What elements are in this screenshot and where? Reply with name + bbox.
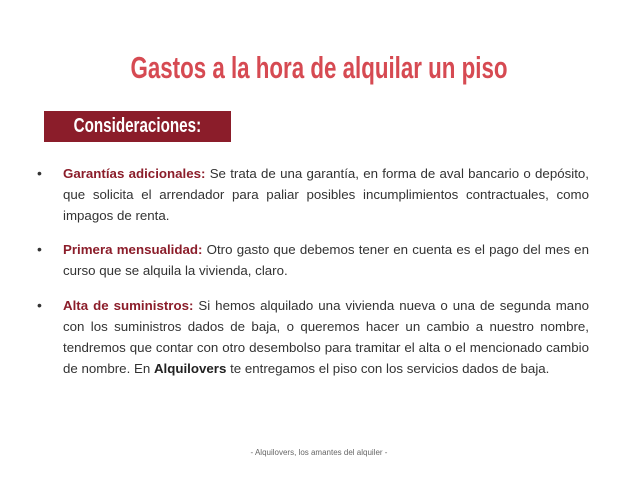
- brand-name: Alquilovers: [153, 361, 227, 376]
- bullet-marker: •: [37, 241, 42, 257]
- list-item-body: [63, 163, 589, 226]
- page-title: Gastos a la hora de alquilar un piso: [130, 50, 508, 85]
- bullet-text: Si hemos alquilado una vivienda nueva o una de segunda mano con los suministros dados de baja, o queremos hacer un cambio a nuestro nombre, tendremos que contar con otro desembolso para tramitar el alta o el mencionado cambio de nombre. En: [63, 298, 589, 376]
- section-banner: [44, 111, 231, 142]
- section-banner-label: Consideraciones:: [73, 115, 202, 137]
- bullet-marker: •: [37, 297, 42, 313]
- bullet-text-continued: te entregamos el piso con los servicios dados de baja.: [230, 361, 550, 376]
- list-item-body: [63, 295, 589, 379]
- list-item-body: [63, 239, 589, 281]
- footer-text: - Alquilovers, los amantes del alquiler -: [250, 448, 388, 457]
- bullet-term: Primera mensualidad:: [63, 242, 203, 257]
- bullet-term: Garantías adicionales:: [63, 166, 206, 181]
- bullet-text: Otro gasto que debemos tener en cuenta es el pago del mes en curso que se alquila la vivienda, claro.: [63, 242, 589, 278]
- bullet-term: Alta de suministros:: [63, 298, 194, 313]
- bullet-marker: •: [37, 165, 42, 181]
- bullet-text: Se trata de una garantía, en forma de aval bancario o depósito, que solicita el arrendador para paliar posibles incumplimientos contractuales, como impagos de renta.: [63, 166, 589, 223]
